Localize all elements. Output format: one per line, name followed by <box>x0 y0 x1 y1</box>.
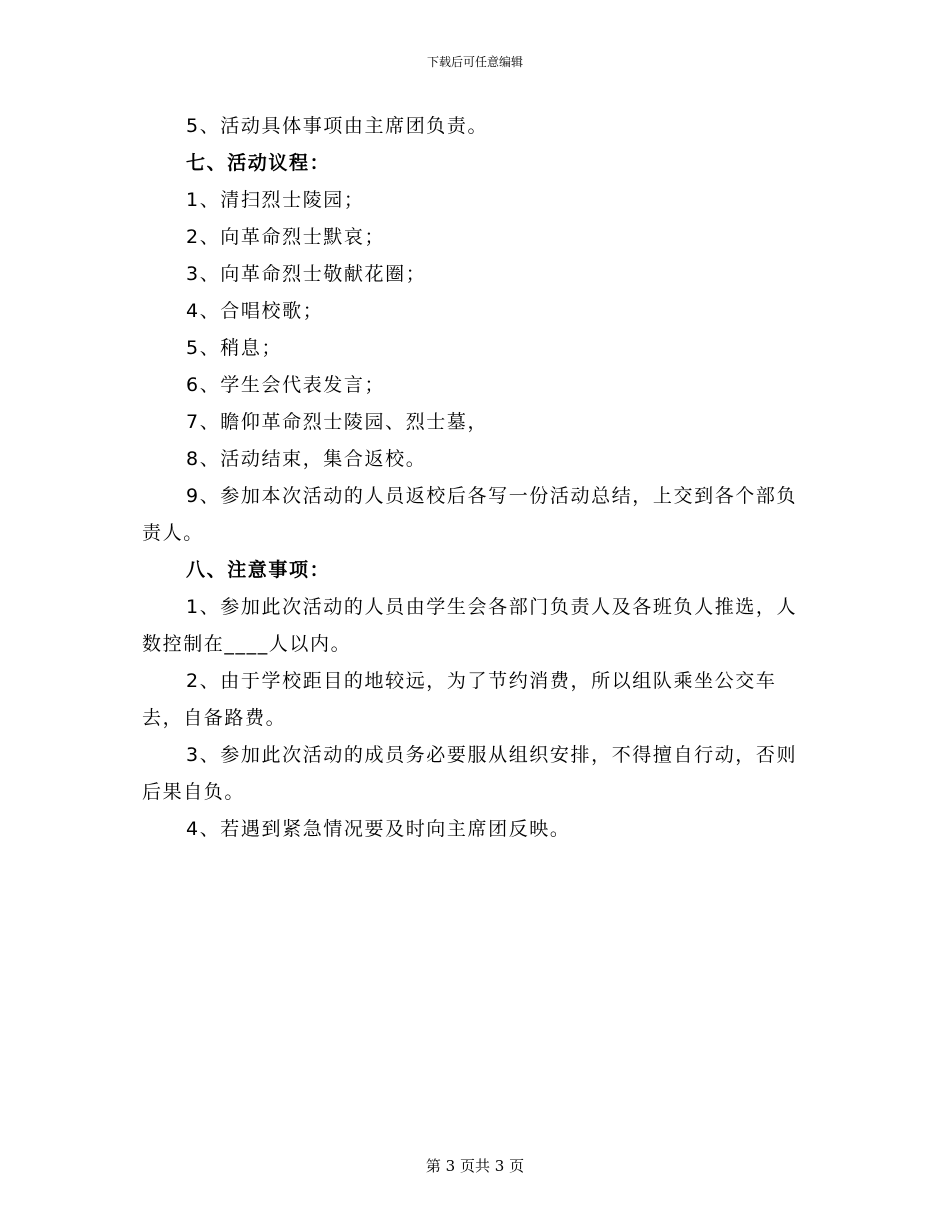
notice-item: 3、参加此次活动的成员务必要服从组织安排，不得擅自行动，否则后果自负。 <box>142 744 798 803</box>
agenda-item: 7、瞻仰革命烈士陵园、烈士墓， <box>186 411 489 433</box>
section-heading: 七、活动议程： <box>186 152 331 174</box>
document-body <box>142 108 810 848</box>
agenda-item: 3、向革命烈士敬献花圈； <box>186 263 427 285</box>
item-text: 5、活动具体事项由主席团负责。 <box>186 115 489 137</box>
agenda-item: 9、参加本次活动的人员返校后各写一份活动总结，上交到各个部负责人。 <box>142 485 798 544</box>
page-header: 下载后可任意编辑 <box>426 55 523 69</box>
agenda-item: 8、活动结束，集合返校。 <box>186 448 427 470</box>
agenda-item: 1、清扫烈士陵园； <box>186 189 365 211</box>
agenda-item: 2、向革命烈士默哀； <box>186 226 386 248</box>
notice-item: 1、参加此次活动的人员由学生会各部门负责人及各班负人推选，人数控制在____人以内。 <box>142 596 798 655</box>
page-number: 第 3 页共 3 页 <box>425 1157 525 1175</box>
notice-item: 2、由于学校距目的地较远，为了节约消费，所以组队乘坐公交车去，自备路费。 <box>142 670 777 729</box>
notice-item: 4、若遇到紧急情况要及时向主席团反映。 <box>186 818 571 840</box>
section-heading: 八、注意事项： <box>186 559 331 581</box>
agenda-item: 6、学生会代表发言； <box>186 374 386 396</box>
agenda-item: 4、合唱校歌； <box>186 300 324 322</box>
agenda-item: 5、稍息； <box>186 337 283 359</box>
